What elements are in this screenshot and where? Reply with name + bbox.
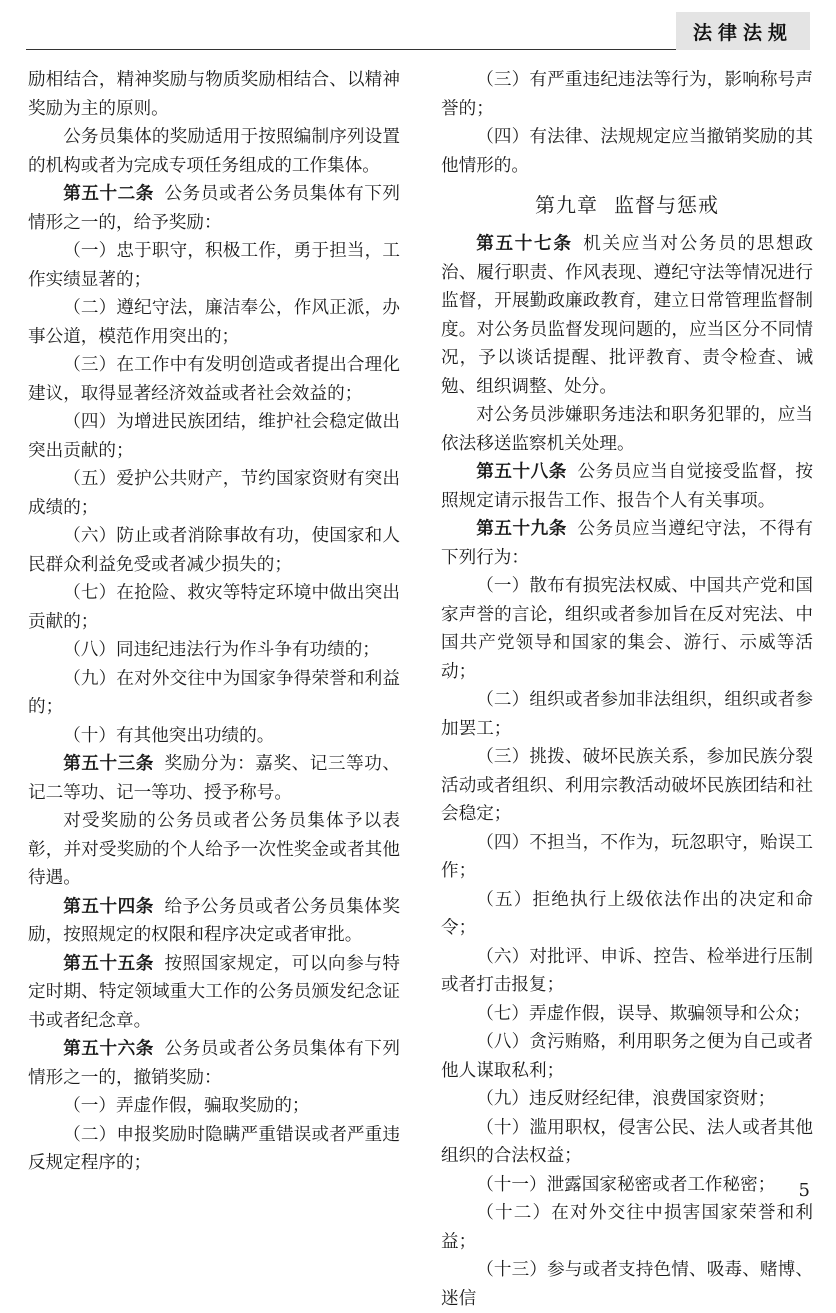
article-paragraph	[441, 458, 813, 515]
body-paragraph: （九）在对外交往中为国家争得荣誉和利益的；	[28, 668, 400, 717]
article-number: 第五十三条	[63, 753, 154, 774]
body-paragraph: （三）有严重违纪违法等行为，影响称号声誉的；	[441, 70, 813, 119]
body-paragraph: （六）对批评、申诉、控告、检举进行压制或者打击报复；	[441, 946, 813, 995]
body-paragraph: 对公务员涉嫌职务违法和职务犯罪的，应当依法移送监察机关处理。	[441, 405, 813, 454]
article-number: 第五十五条	[63, 952, 154, 974]
article-paragraph	[441, 515, 813, 572]
article-paragraph	[28, 1035, 400, 1092]
body-paragraph: （十三）参与或者支持色情、吸毒、赌博、迷信	[441, 1260, 813, 1309]
body-paragraph: （二）组织或者参加非法组织，组织或者参加罢工；	[441, 690, 813, 739]
body-paragraph: （一）弄虚作假，骗取奖励的；	[63, 1096, 310, 1116]
article-paragraph	[28, 950, 400, 1036]
body-paragraph: （九）违反财经纪律，浪费国家资财；	[476, 1089, 776, 1109]
body-paragraph: （一）忠于职守，积极工作，勇于担当，工作实绩显著的；	[28, 241, 400, 290]
body-paragraph: （三）在工作中有发明创造或者提出合理化建议，取得显著经济效益或者社会效益的；	[28, 355, 400, 404]
body-paragraph: （八）同违纪违法行为作斗争有功绩的；	[63, 640, 380, 660]
chapter-number: 第九章	[535, 193, 598, 217]
chapter-heading	[441, 190, 813, 220]
body-paragraph: （四）不担当，不作为，玩忽职守，贻误工作；	[441, 832, 813, 881]
body-paragraph: 公务员集体的奖励适用于按照编制序列设置的机构或者为完成专项任务组成的工作集体。	[28, 127, 400, 176]
article-text: 公务员或者公务员集体有下列情形之一的，撤销奖励：	[28, 1039, 400, 1088]
body-paragraph: （二）遵纪守法，廉洁奉公，作风正派，办事公道，模范作用突出的；	[28, 298, 400, 347]
article-paragraph	[441, 230, 813, 401]
right-column	[441, 66, 813, 1313]
body-paragraph: （三）挑拨、破坏民族关系，参加民族分裂活动或者组织、利用宗教活动破坏民族团结和社会稳定；	[441, 747, 813, 824]
article-text: 公务员或者公务员集体有下列情形之一的，给予奖励：	[28, 184, 400, 233]
body-paragraph: 对受奖励的公务员或者公务员集体予以表彰，并对受奖励的个人给予一次性奖金或者其他待遇。	[28, 811, 400, 888]
article-text: 公务员应当自觉接受监督，按照规定请示报告工作、报告个人有关事项。	[441, 462, 813, 511]
article-paragraph	[28, 750, 400, 807]
body-paragraph: （五）拒绝执行上级依法作出的决定和命令；	[441, 889, 813, 938]
article-paragraph	[28, 180, 400, 237]
body-paragraph: （十二）在对外交往中损害国家荣誉和利益；	[441, 1203, 813, 1252]
chapter-title: 监督与惩戒	[614, 193, 719, 217]
body-paragraph: （六）防止或者消除事故有功，使国家和人民群众利益免受或者减少损失的；	[28, 526, 400, 575]
article-number: 第五十八条	[476, 461, 567, 482]
page-number: 5	[798, 1180, 810, 1201]
body-paragraph: （十）有其他突出功绩的。	[63, 725, 275, 746]
article-number: 第五十七条	[476, 233, 573, 254]
body-paragraph: （五）爱护公共财产，节约国家资财有突出成绩的；	[28, 469, 400, 518]
article-number: 第五十二条	[63, 183, 154, 204]
body-paragraph: 励相结合，精神奖励与物质奖励相结合、以精神奖励为主的原则。	[28, 70, 400, 119]
body-paragraph: （八）贪污贿赂，利用职务之便为自己或者他人谋取私利；	[441, 1032, 813, 1081]
article-number: 第五十六条	[63, 1038, 154, 1059]
body-paragraph: （十一）泄露国家秘密或者工作秘密；	[476, 1174, 776, 1195]
body-paragraph: （七）在抢险、救灾等特定环境中做出突出贡献的；	[28, 583, 400, 632]
article-paragraph	[28, 893, 400, 950]
body-paragraph: （七）弄虚作假，误导、欺骗领导和公众；	[476, 1003, 811, 1024]
body-paragraph: （二）申报奖励时隐瞒严重错误或者严重违反规定程序的；	[28, 1124, 400, 1173]
article-text: 按照国家规定，可以向参与特定时期、特定领域重大工作的公务员颁发纪念证书或者纪念章。	[28, 953, 400, 1031]
left-column	[28, 66, 400, 1178]
article-number: 第五十四条	[63, 895, 154, 917]
body-paragraph: （四）为增进民族团结，维护社会稳定做出突出贡献的；	[28, 412, 400, 461]
body-paragraph: （十）滥用职权，侵害公民、法人或者其他组织的合法权益；	[441, 1117, 813, 1166]
article-text: 奖励分为：嘉奖、记三等功、记二等功、记一等功、授予称号。	[28, 754, 400, 803]
section-tab: 法律法规	[676, 12, 810, 50]
article-text: 机关应当对公务员的思想政治、履行职责、作风表现、遵纪守法等情况进行监督，开展勤政廉政教育，建立日常管理监督制度。对公务员监督发现问题的，应当区分不同情况，予以谈话提醒、批评教育、责令检查、诫勉、组织调整、处分。	[441, 234, 813, 397]
article-text: 公务员应当遵纪守法，不得有下列行为：	[441, 519, 813, 568]
body-paragraph: （四）有法律、法规规定应当撤销奖励的其他情形的。	[441, 127, 813, 176]
article-text: 给予公务员或者公务员集体奖励，按照规定的权限和程序决定或者审批。	[28, 896, 400, 945]
article-number: 第五十九条	[476, 518, 567, 539]
body-paragraph: （一）散布有损宪法权威、中国共产党和国家声誉的言论，组织或者参加旨在反对宪法、中国共产党领导和国家的集会、游行、示威等活动；	[441, 576, 813, 682]
